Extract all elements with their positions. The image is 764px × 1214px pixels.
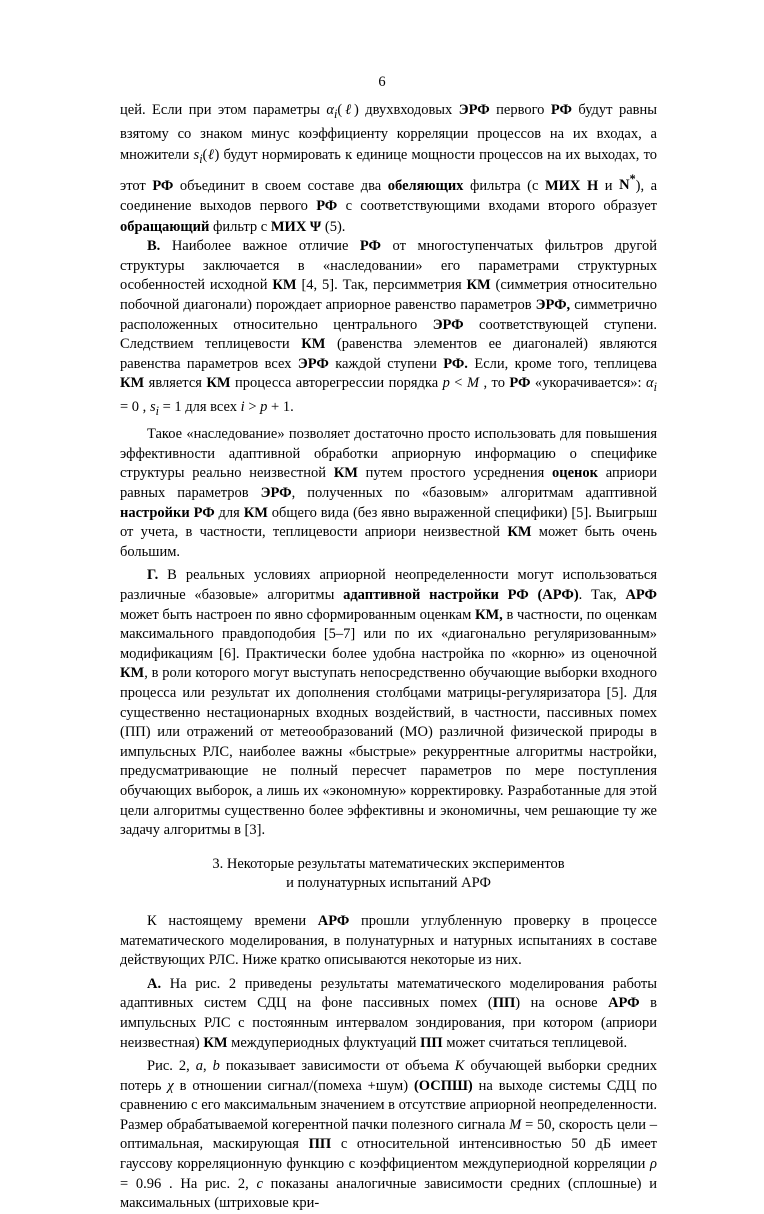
page-body bbox=[120, 100, 657, 1214]
section-heading-line-2: и полунатурных испытаний АРФ bbox=[286, 875, 491, 892]
section-heading bbox=[120, 855, 657, 894]
paragraph-intro-results: К настоящему времени АРФ прошли углубленную проверку в процессе математического моделирования, в полунатурных и натурных испытаниях в составе действующих РЛС. Ниже кратко описываются некоторые из них. bbox=[120, 912, 657, 969]
paragraph-g: Г. В реальных условиях априорной неопределенности могут использоваться различные «базовые» алгоритмы адаптивной настройки РФ (АРФ). Так, АРФ может быть настроен по явно сформированным оценкам КМ, в частности, по оценкам максимального правдоподобия [5–7] или по их «диагонально регуляризованным» модификациям [6]. Практически более удобна настройка по «корню» из оценочной КМ, в роли которого могут выступать непосредственно обучающие выборки входного процесса или результат их дополнения столбцами матрицы-регуляризатора [5]. Для существенно нестационарных входных воздействий, в частности, пассивных помех (ПП) или отражений от метеообразований (МО) различной физической природы в импульсных РЛС, наиболее важны «быстрые» рекуррентные алгоритмы настройки, предусматривающие не полный пересчет параметров по мере поступления обучающих выборок, а лишь их «экономную» корректировку. Разработанные для этой цели алгоритмы существенно более эффективны и экономичны, чем решающие ту же задачу алгоритмы в [3]. bbox=[120, 567, 658, 839]
paragraph-fig2: Рис. 2, a, b показывает зависимости от объема K обучающей выборки средних потерь χ в отношении сигнал/(помеха +шум) (ОСПШ) на выходе системы СДЦ по сравнению с его максимальным значением в отсутствие априорной неопределенности. Размер обрабатываемой когерентной пачки полезного сигнала M = 50, скорость цели – оптимальная, маскирующая ПП с относительной интенсивностью 50 дБ имеет гауссову корреляционную функцию с коэффициентом междупериодной корреляции ρ = 0.96 . На рис. 2, c показаны аналогичные зависимости средних (сплошные) и максимальных (штриховые кри- bbox=[120, 1058, 657, 1212]
page-number: 6 bbox=[378, 74, 386, 90]
section-heading-line-1: 3. Некоторые результаты математических экспериментов bbox=[212, 855, 565, 872]
paragraph-continuation: цей. Если при этом параметры $\alpha_i(\ell)$ двухвходовых ЭРФ первого РФ будут равны взятому со знаком минус коэффициенту корреляции процессов на их входах, а множители $s_i(\ell)$ будут нормировать к единице мощности процессов на их выходах, то этот РФ объединит в своем составе два обеляющих фильтра (с МИХ H и N*), а соединение выходов первого РФ с соответствующими входами второго образует обращающий фильтр с МИХ Ψ (5). bbox=[120, 102, 658, 235]
paragraph-inheritance: Такое «наследование» позволяет достаточно просто использовать для повышения эффективности адаптивной обработки априорную информацию о специфике структуры реально неизвестной КМ путем простого усреднения оценок априори равных параметров ЭРФ, полученных по «базовым» алгоритмам адаптивной настройки РФ для КМ общего вида (без явно выраженной специфики) [5]. Выигрыш от учета, в частности, теплицевости априори неизвестной КМ может быть очень большим. bbox=[120, 426, 658, 560]
paragraph-v: В. Наиболее важное отличие РФ от многоступенчатых фильтров другой структуры заключается в «наследовании» его параметрами структурных особенностей исходной КМ [4, 5]. Так, персимметрия КМ (симметрия относительно побочной диагонали) порождает априорное равенство параметров ЭРФ, симметрично расположенных относительно центрального ЭРФ соответствующей ступени. Следствием теплицевости КМ (равенства элементов ее диагоналей) являются равенства параметров всех ЭРФ каждой ступени РФ. Если, кроме того, теплицева КМ является КМ процесса авторегрессии порядка p < M , то РФ «укорачивается»: $\alpha_i = 0$ , $s_i = 1$ для всех i > p + 1. bbox=[120, 238, 657, 418]
paragraph-a: А. На рис. 2 приведены результаты математического моделирования работы адаптивных систем СДЦ на фоне пассивных помех (ПП) на основе АРФ в импульсных РЛС с постоянным интервалом зондирования, при котором (априори неизвестная) КМ междупериодных флуктуаций ПП может считаться теплицевой. bbox=[120, 975, 657, 1051]
